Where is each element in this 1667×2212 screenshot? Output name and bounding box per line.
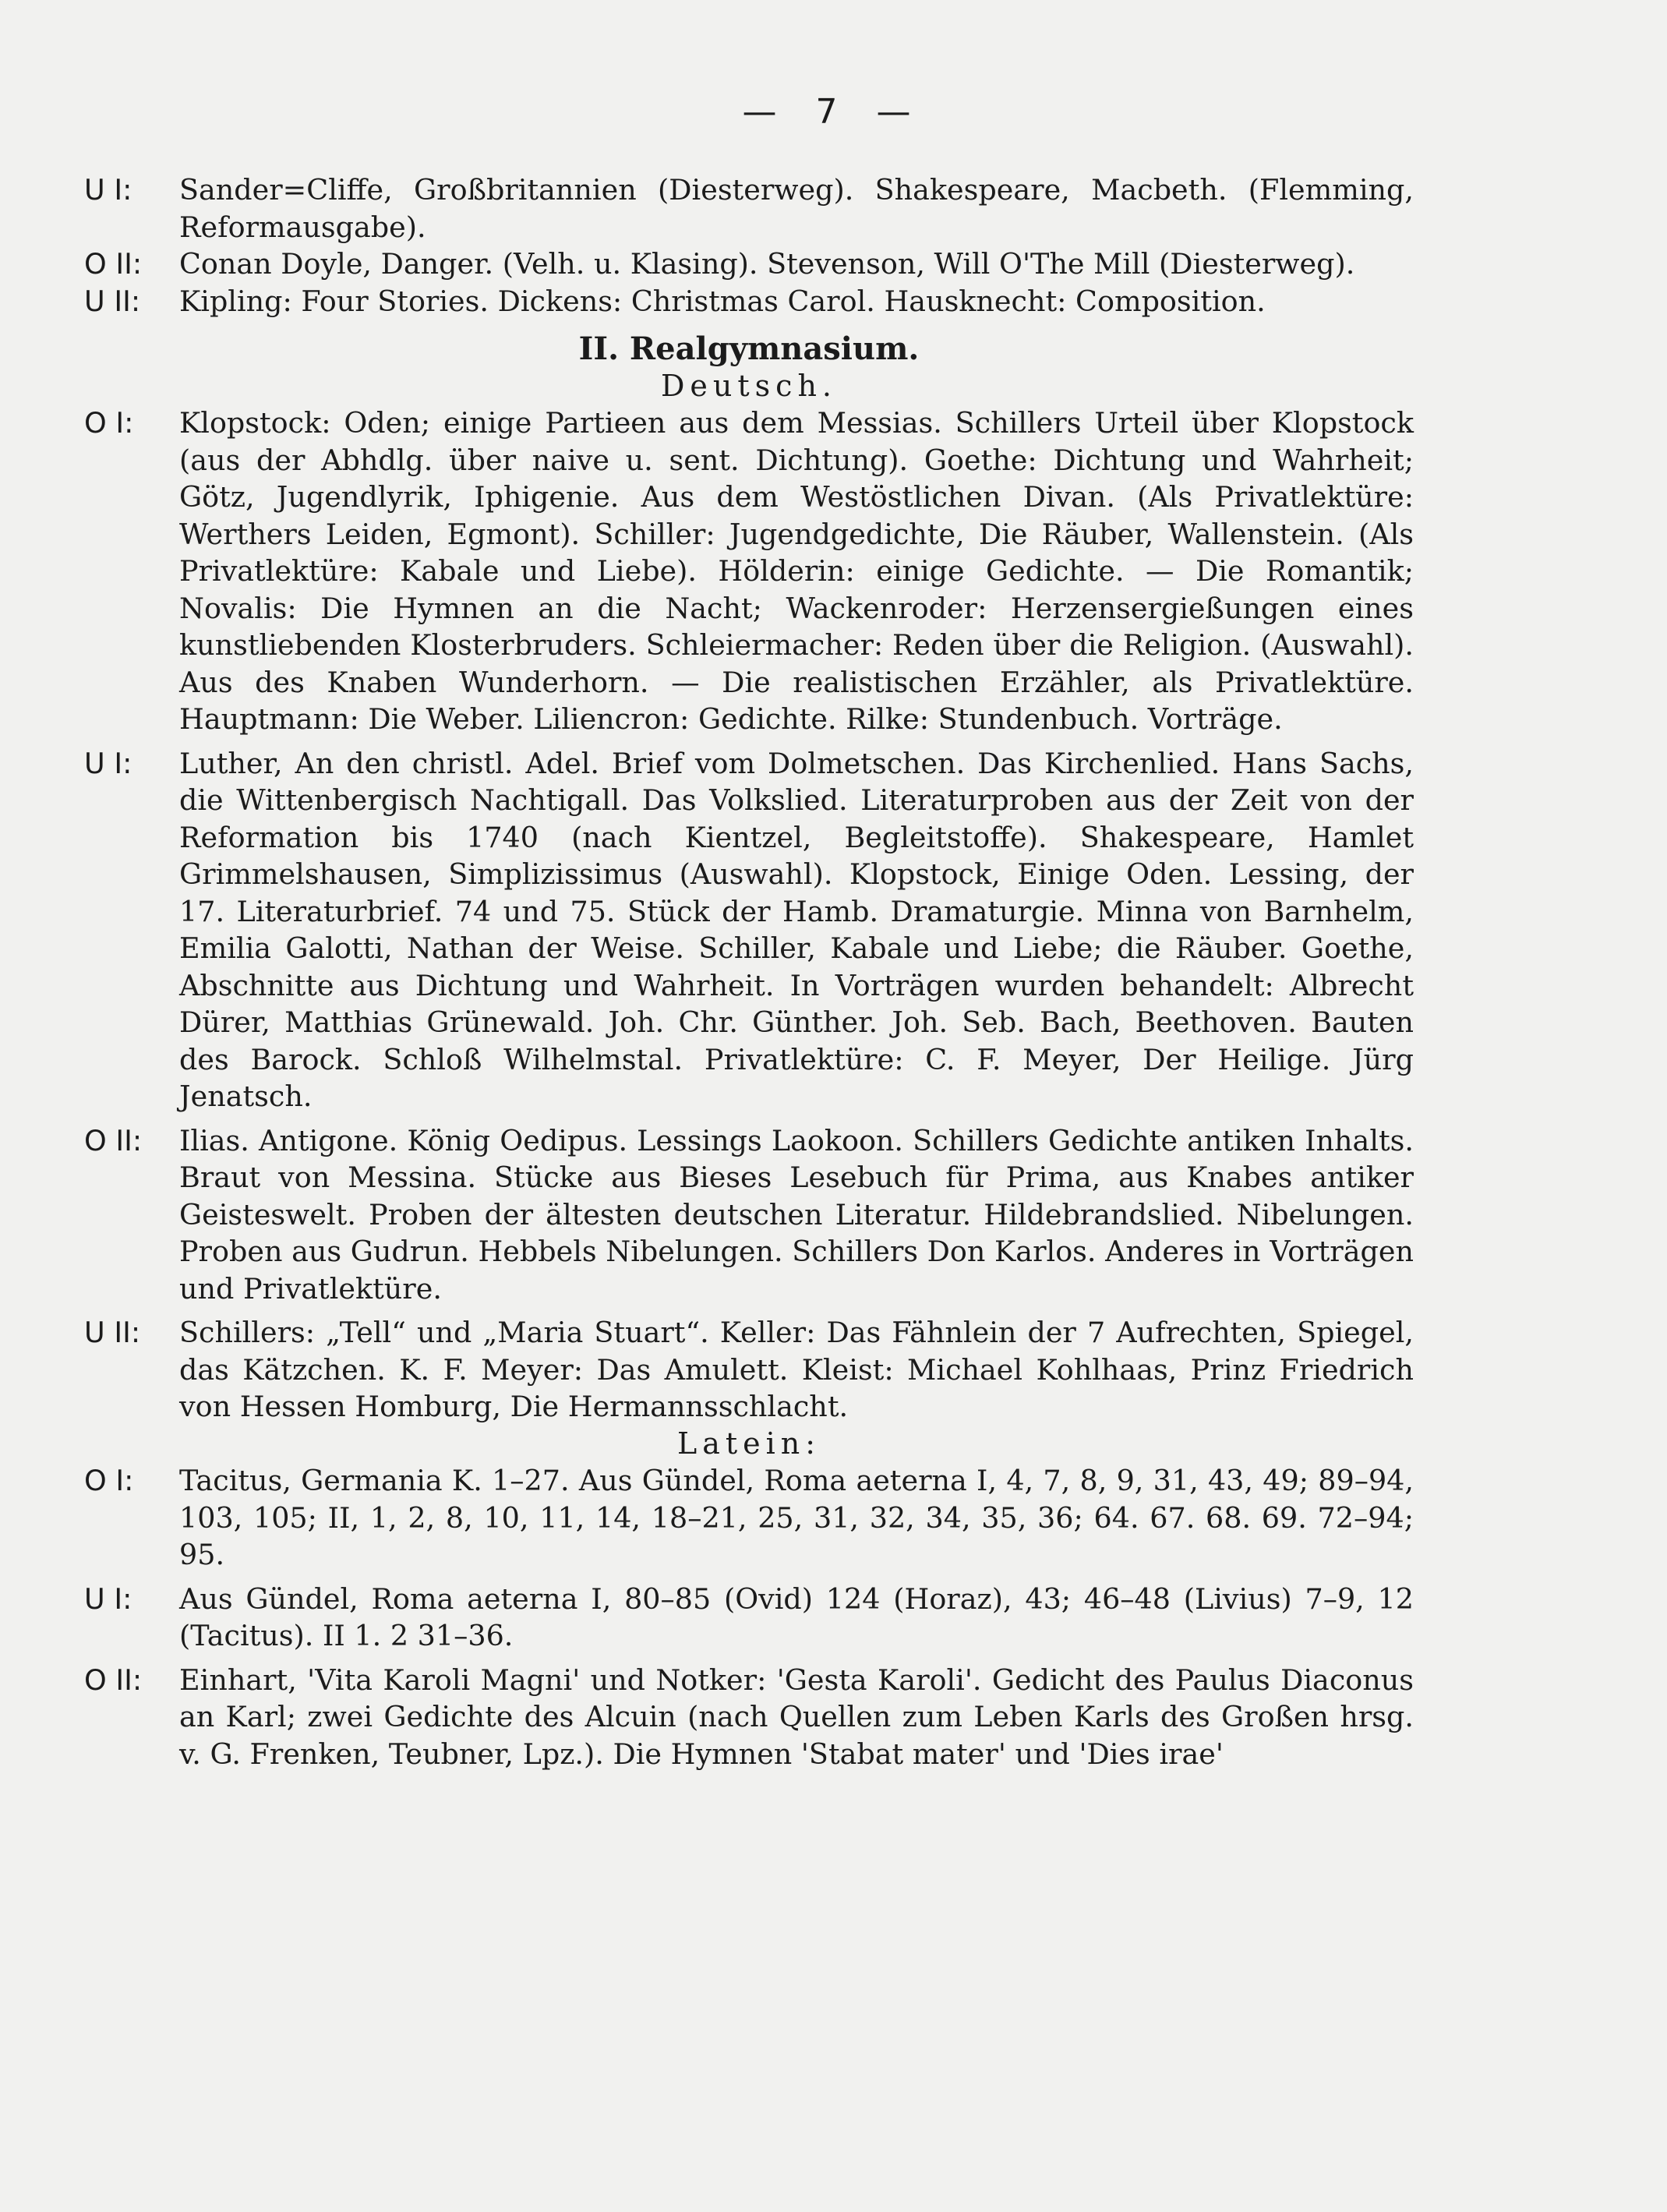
deutsch-entry: [84, 1122, 1414, 1308]
reading-list: Aus Gündel, Roma aeterna I, 80–85 (Ovid) 124 (Horaz), 43; 46–48 (Livius) 7–9, 12 (Tacitus). II 1. 2 31–36.: [179, 1581, 1414, 1652]
deutsch-entry: [84, 1314, 1414, 1426]
reading-list: Kipling: Four Stories. Dickens: Christmas Carol. Hausknecht: Composition.: [179, 284, 1266, 318]
class-label: O I:: [84, 1464, 134, 1497]
reading-list: Schillers: „Tell“ und „Maria Stuart“. Keller: Das Fähnlein der 7 Aufrechten, Spiegel, das Kätzchen. K. F. Meyer: Das Amulett. Kleist: Michael Kohlhaas, Prinz Friedrich von Hessen Homburg, Die Hermannsschlacht.: [179, 1316, 1414, 1423]
subject-heading-latein: Latein:: [676, 1426, 821, 1461]
class-label: O II:: [84, 1663, 143, 1697]
english-entry: [84, 283, 1414, 320]
reading-list: Sander=Cliffe, Großbritannien (Diesterweg). Shakespeare, Macbeth. (Flemming, Reformausgabe).: [179, 173, 1414, 244]
subject-heading-deutsch: Deutsch.: [660, 368, 838, 403]
class-label: O I:: [84, 406, 134, 440]
reading-list: Luther, An den christl. Adel. Brief vom Dolmetschen. Das Kirchenlied. Hans Sachs, die Wittenbergisch Nachtigall. Das Volkslied. Literaturproben aus der Zeit von der Reformation bis 1740 (nach Kientzel, Begleitstoffe). Shakespeare, Hamlet Grimmelshausen, Simplizissimus (Auswahl). Klopstock, Einige Oden. Lessing, der 17. Literaturbrief. 74 und 75. Stück der Hamb. Dramaturgie. Minna von Barnhelm, Emilia Galotti, Nathan der Weise. Schiller, Kabale und Liebe; die Räuber. Goethe, Abschnitte aus Dichtung und Wahrheit. In Vorträgen wurden behandelt: Albrecht Dürer, Matthias Grünewald. Joh. Chr. Günther. Joh. Seb. Bach, Beethoven. Bauten des Barock. Schloß Wilhelmstal. Privatlektüre: C. F. Meyer, Der Heilige. Jürg Jenatsch.: [179, 746, 1414, 1113]
class-label: U I:: [84, 173, 132, 207]
class-label: U I:: [84, 746, 132, 780]
class-label: O II:: [84, 1123, 143, 1157]
deutsch-entry: [84, 405, 1414, 738]
english-entry: [84, 246, 1414, 283]
reading-list: Conan Doyle, Danger. (Velh. u. Klasing). Stevenson, Will O'The Mill (Diesterweg).: [179, 247, 1355, 281]
class-label: U II:: [84, 284, 141, 318]
class-label: U II:: [84, 1316, 141, 1349]
latein-entry: [84, 1662, 1414, 1773]
reading-list: Ilias. Antigone. König Oedipus. Lessings Laokoon. Schillers Gedichte antiken Inhalts. Braut von Messina. Stücke aus Bieses Lesebuch für Prima, aus Knabes antiker Geisteswelt. Proben der ältesten deutschen Literatur. Hildebrandslied. Nibelungen. Proben aus Gudrun. Hebbels Nibelungen. Schillers Don Karlos. Anderes in Vorträgen und Privatlektüre.: [179, 1123, 1414, 1306]
section-title: II. Realgymnasium.: [578, 330, 920, 367]
reading-list: Klopstock: Oden; einige Partieen aus dem Messias. Schillers Urteil über Klopstock (aus der Abhdlg. über naive u. sent. Dichtung). Goethe: Dichtung und Wahrheit; Götz, Jugendlyrik, Iphigenie. Aus dem Westöstlichen Divan. (Als Privatlektüre: Werthers Leiden, Egmont). Schiller: Jugendgedichte, Die Räuber, Wallenstein. (Als Privatlektüre: Kabale und Liebe). Hölderin: einige Gedichte. — Die Romantik; Novalis: Die Hymnen an die Nacht; Wackenroder: Herzensergießungen eines kunstliebenden Klosterbruders. Schleiermacher: Reden über die Religion. (Auswahl). Aus des Knaben Wunderhorn. — Die realistischen Erzähler, als Privatlektüre. Hauptmann: Die Weber. Liliencron: Gedichte. Rilke: Stundenbuch. Vorträge.: [179, 406, 1414, 736]
reading-list: Tacitus, Germania K. 1–27. Aus Gündel, Roma aeterna I, 4, 7, 8, 9, 31, 43, 49; 89–94, 103, 105; II, 1, 2, 8, 10, 11, 14, 18–21, 25, 31, 32, 34, 35, 36; 64. 67. 68. 69. 72–94; 95.: [179, 1464, 1414, 1571]
page-number: — 7 —: [742, 92, 925, 132]
latein-entry: [84, 1462, 1414, 1574]
class-label: U I:: [84, 1581, 132, 1616]
deutsch-entry: [84, 745, 1414, 1115]
reading-list: Einhart, 'Vita Karoli Magni' und Notker: 'Gesta Karoli'. Gedicht des Paulus Diaconus an Karl; zwei Gedichte des Alcuin (nach Quellen zum Leben Karls des Großen hrsg. v. G. Frenken, Teubner, Lpz.). Die Hymnen 'Stabat mater' und 'Dies irae': [179, 1663, 1414, 1771]
english-entry: [84, 171, 1414, 246]
document-body: [84, 171, 1414, 1772]
latein-entry: [84, 1581, 1414, 1655]
class-label: O II:: [84, 247, 143, 281]
